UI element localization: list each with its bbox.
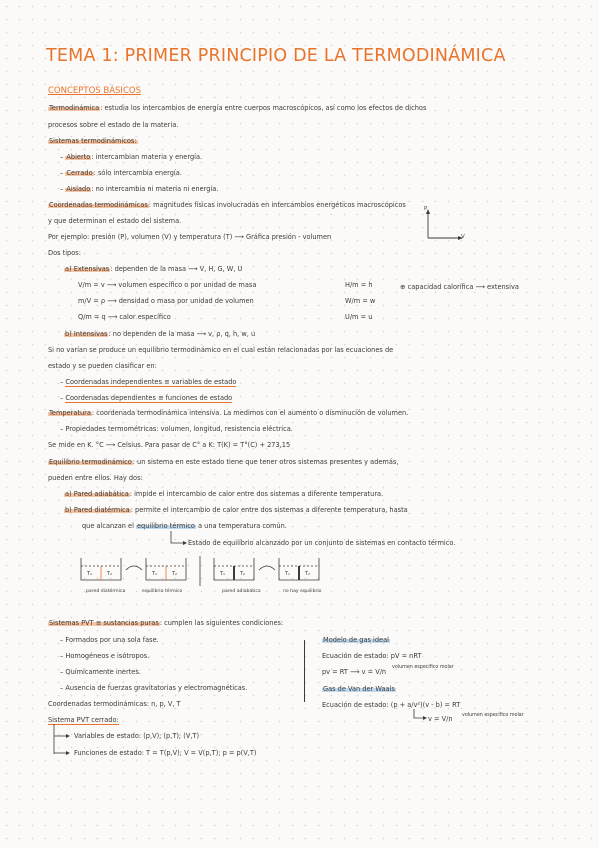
extensivas-def: : dependen de la masa ⟶ V, H, G, W, U [110, 265, 243, 273]
termodinamica-def: : estudia los intercambios de energía entre cuerpos macroscópicos, así como los efectos de dichos [100, 104, 427, 112]
column-divider [304, 640, 305, 702]
diagram-label: T₂ [107, 571, 113, 577]
pv-graph-label-v: V [461, 234, 465, 240]
sistema-item: – Cerrado: sólo intercambia energía. [60, 169, 182, 177]
extensivas-row: m/V = ρ ⟶ densidad o masa por unidad de volumen [78, 297, 254, 305]
extensivas-row: V/m = v ⟶ volumen específico o por unidad de masa [78, 281, 257, 289]
arrow-icon [259, 566, 275, 570]
coordenadas-example: Por ejemplo: presión (P), volumen (V) y temperatura (T) ⟶ Gráfica presión - volumen [48, 233, 332, 241]
vdw-eq: Ecuación de estado: (p + a/v²)(v - b) = RT [322, 701, 461, 709]
temperatura-item-text: Propiedades termométricas: volumen, longitud, resistencia eléctrica. [65, 425, 293, 433]
extensivas-label: a) Extensivas [65, 265, 110, 273]
pvt-item-text: Ausencia de fuerzas gravitatorias y electromagnéticas. [65, 684, 248, 692]
temperatura-item: – Propiedades termométricas: volumen, longitud, resistencia eléctrica. [60, 425, 293, 433]
equilibrio-term: Equilibrio termodinámico [49, 458, 132, 466]
pared-adiabatica-label: a) Pared adiabática [65, 490, 129, 498]
sistema-term: Cerrado [66, 169, 93, 177]
pared-diatermica-line-2 [82, 523, 287, 530]
vdw-heading-text: Gas de Van der Waals [323, 685, 395, 693]
gas-ideal-note: volumen específico molar [392, 665, 454, 670]
pvt-coords: Coordenadas termodinámicas: n, p, V, T [48, 700, 181, 708]
extensivas-row-right: W/m = w [345, 297, 376, 305]
vdw-eq2: v = V/n [428, 715, 453, 723]
diagram-label: T₂ [305, 571, 311, 577]
diagram-caption: pared diatérmica [86, 589, 126, 594]
extensivas-row-right: H/m = h [345, 281, 373, 289]
diagram-caption: no hay equilibrio [283, 589, 322, 594]
diagram-label: T₁ [285, 571, 291, 577]
vdw-heading [322, 686, 396, 693]
pvt-item-text: Químicamente inertes. [65, 668, 141, 676]
dos-tipos: Dos tipos: [48, 249, 81, 257]
termodinamica-line-1 [48, 105, 426, 112]
coordenadas-term: Coordenadas termodinámicas [49, 201, 148, 209]
sistema-text: : intercambian materia y energía. [91, 153, 203, 161]
diagram-caption: pared adiabática [222, 589, 261, 594]
pvt-item-text: Homogéneos e isótropos. [65, 652, 150, 660]
pvt-heading [48, 620, 283, 627]
equilibrio-def: : un sistema en este estado tiene que tener otros sistemas presentes y además, [132, 458, 399, 466]
coord-item: – Coordenadas independientes ≡ variables de estado [60, 378, 237, 386]
diagram-label: T₁ [152, 571, 158, 577]
pvt-closed-item: Funciones de estado: T = T(p,V); V = V(p,T); p = p(V,T) [74, 749, 257, 757]
intensivas-label: b) Intensivas [65, 330, 108, 338]
pvt-item: – Ausencia de fuerzas gravitatorias y electromagnéticas. [60, 684, 248, 692]
pvt-item: – Químicamente inertes. [60, 668, 141, 676]
equilibrio-termico-term: equilibrio térmico [137, 522, 195, 530]
tree-bracket-icon [50, 724, 74, 758]
equilibrio-note: Estado de equilibrio alcanzado por un conjunto de sistemas en contacto térmico. [188, 539, 456, 547]
coord-item-text: Coordenadas dependientes ≡ funciones de estado [65, 394, 233, 402]
pv-graph-label-p: P [424, 206, 428, 212]
gas-ideal-heading [322, 637, 390, 644]
arrow-icon [126, 566, 142, 570]
pd-part: que alcanzan el [82, 522, 136, 530]
pared-adiabatica-text: : impide el intercambio de calor entre dos sistemas a diferente temperatura. [129, 490, 384, 498]
extensivas-row-right: U/m = u [345, 313, 373, 321]
pared-diatermica [64, 507, 408, 514]
intensivas-text-1: Si no varían se produce un equilibrio termodinámico en el cual están relacionadas por las ecuaciones de [48, 346, 394, 354]
termodinamica-term: Termodinámica [49, 104, 100, 112]
gas-ideal-eq2: pv = RT ⟶ v = V/n [322, 668, 387, 676]
capacidad-note: ⊕ capacidad calorífica ⟶ extensiva [400, 283, 519, 291]
coordenadas-line-1 [48, 202, 406, 209]
extensivas-row: Q/m = q ⟶ calor específico [78, 313, 171, 321]
sistema-item: – Aislado: no intercambia ni materia ni energía. [60, 185, 219, 193]
pvt-item: – Homogéneos e isótropos. [60, 652, 150, 660]
coordenadas-def: : magnitudes físicas involucradas en intercambios energéticos macroscópicos [148, 201, 406, 209]
page-title: TEMA 1: PRIMER PRINCIPIO DE LA TERMODINÁMICA [46, 46, 506, 66]
sistema-term: Aislado [66, 185, 91, 193]
pd-part: a una temperatura común. [195, 522, 287, 530]
pvt-item-text: Formados por una sola fase. [65, 636, 159, 644]
coord-item: – Coordenadas dependientes ≡ funciones de estado [60, 394, 233, 402]
temperatura-unidad: Se mide en K. °C ⟶ Celsius. Para pasar de C° a K: T(K) = T°(C) + 273,15 [48, 441, 291, 449]
pvt-closed-text: Sistema PVT cerrado: [48, 716, 119, 724]
diagram-label: T₁ [220, 571, 226, 577]
pared-diatermica-text: : permite el intercambio de calor entre dos sistemas a diferente temperatura, hasta [130, 506, 408, 514]
sistemas-heading-text: Sistemas termodinámicos: [49, 137, 137, 145]
pared-adiabatica [64, 491, 383, 498]
intensivas-line [64, 331, 255, 338]
pared-diatermica-label: b) Pared diatérmica [65, 506, 130, 514]
diagram-label: T₂ [240, 571, 246, 577]
gas-ideal-heading-text: Modelo de gas ideal [323, 636, 389, 644]
temperatura-term: Temperatura [49, 409, 91, 417]
temperatura-def: : coordenada termodinámica intensiva. La medimos con el aumento o disminución de volumen. [91, 409, 409, 417]
pvt-closed [48, 717, 119, 724]
pvt-heading-term: Sistemas PVT ≡ sustancias puras [49, 619, 159, 627]
pvt-heading-rest: : cumplen las siguientes condiciones: [159, 619, 284, 627]
diagram-label: T₁ [87, 571, 93, 577]
sistema-term: Abierto [66, 153, 91, 161]
section-heading: CONCEPTOS BÁSICOS [48, 86, 141, 96]
diagram-label: T₂ [172, 571, 178, 577]
coord-item-text: Coordenadas independientes ≡ variables de estado [65, 378, 237, 386]
intensivas-def: : no dependen de la masa ⟶ v, ρ, q, h, w, u [108, 330, 256, 338]
pvt-closed-item: Variables de estado: (p,V); (p,T); (V,T) [74, 732, 200, 740]
equilibrio-line-2: pueden entre ellos. Hay dos: [48, 474, 143, 482]
equilibrio-line [48, 459, 398, 466]
termodinamica-line-2: procesos sobre el estado de la materia. [48, 121, 179, 129]
gas-ideal-eq: Ecuación de estado: pV = nRT [322, 652, 422, 660]
arrow-down-right-icon [412, 709, 428, 723]
vdw-note: volumen específico molar [462, 713, 524, 718]
sistema-item: – Abierto: intercambian materia y energía. [60, 153, 203, 161]
coordenadas-line-2: y que determinan el estado del sistema. [48, 217, 182, 225]
pvt-item: – Formados por una sola fase. [60, 636, 159, 644]
diagram-caption: equilibrio térmico [142, 589, 183, 594]
intensivas-text-2: estado y se pueden clasificar en: [48, 362, 157, 370]
sistemas-heading [48, 138, 138, 145]
extensivas-line [64, 266, 242, 273]
temperatura-line [48, 410, 408, 417]
sistema-text: : sólo intercambia energía. [93, 169, 182, 177]
sistema-text: : no intercambia ni materia ni energía. [91, 185, 219, 193]
arrow-down-right-icon [168, 530, 188, 548]
thermal-diagram [76, 556, 336, 590]
